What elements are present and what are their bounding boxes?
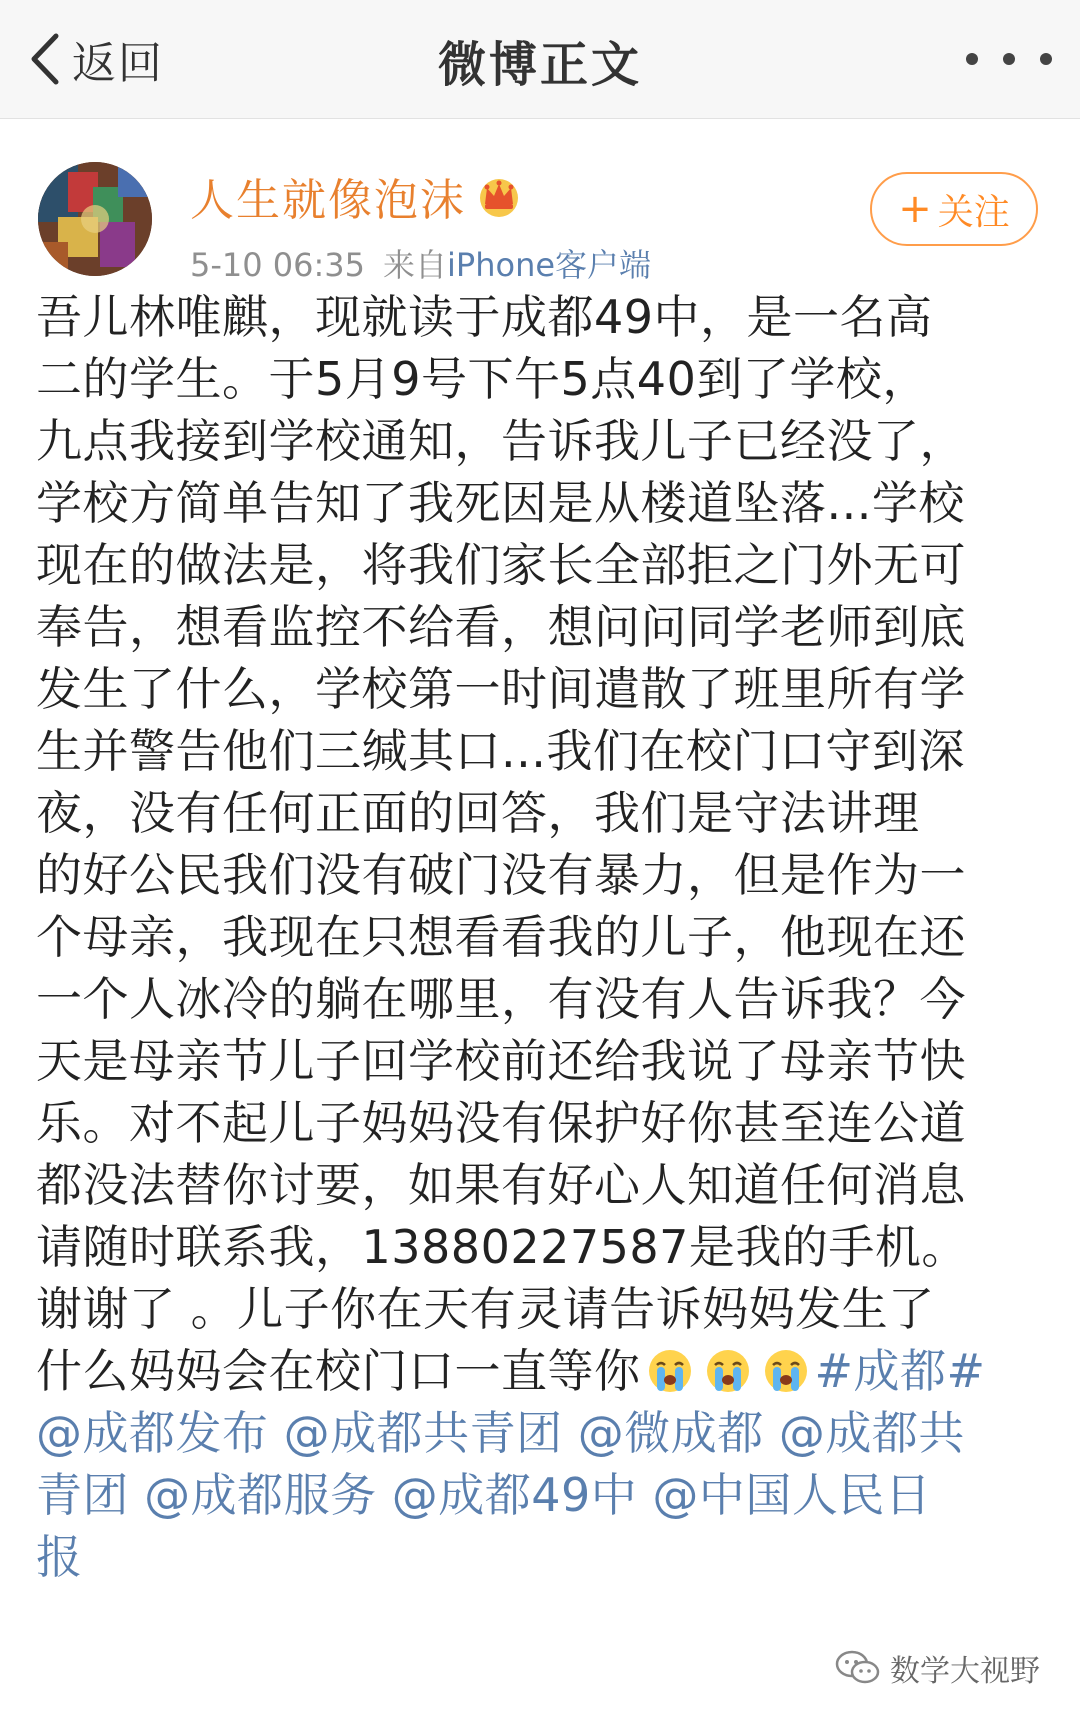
post-text-line-with-emoji: [36, 1340, 1046, 1402]
crown-icon: [476, 174, 522, 218]
wechat-logo-icon: [834, 1648, 882, 1688]
mention-link[interactable]: @成都49中: [391, 1468, 638, 1522]
more-dot-icon: [1003, 53, 1015, 65]
mentions-line: [36, 1402, 1046, 1464]
watermark: [834, 1646, 1040, 1690]
mention-link[interactable]: @成都共青团: [283, 1406, 563, 1460]
mention-link[interactable]: @成都发布: [36, 1406, 269, 1460]
post-time: 5-10 06:35: [190, 246, 366, 284]
post-text-line: 发生了什么，学校第一时间遣散了班里所有学: [36, 662, 966, 716]
post-text-line: 学校方简单告知了我死因是从楼道坠落...学校: [36, 476, 965, 530]
post-text-line: 一个人冰冷的躺在哪里，有没有人告诉我？今: [36, 972, 966, 1026]
username[interactable]: 人生就像泡沫: [190, 175, 466, 226]
post-text-line: 谢谢了 。儿子你在天有灵请告诉妈妈发生了: [36, 1282, 935, 1336]
post-text-line: 夜，没有任何正面的回答，我们是守法讲理: [36, 786, 920, 840]
post-text-fragment: 什么妈妈会在校门口一直等你: [36, 1344, 641, 1398]
post-text-line: 请随时联系我，13880227587是我的手机。: [36, 1220, 968, 1274]
username-row: [190, 164, 522, 228]
mentions-line: [36, 1526, 1046, 1588]
mention-link[interactable]: @中国人民日: [652, 1468, 932, 1522]
post-text-line: 的好公民我们没有破门没有暴力，但是作为一: [36, 848, 966, 902]
mention-link[interactable]: 青团: [36, 1468, 129, 1522]
crying-face-icon: [646, 1347, 694, 1395]
post-text-line: 现在的做法是，将我们家长全部拒之门外无可: [36, 538, 966, 592]
crying-face-icon: [704, 1347, 752, 1395]
mention-link[interactable]: @成都服务: [144, 1468, 377, 1522]
more-dot-icon: [966, 53, 978, 65]
post-text-line: 生并警告他们三缄其口...我们在校门口守到深: [36, 724, 965, 778]
post-text-line: 吾儿林唯麒，现就读于成都49中，是一名高: [36, 290, 933, 344]
more-options-button[interactable]: [966, 36, 1052, 82]
post-text-line: 乐。对不起儿子妈妈没有保护好你甚至连公道: [36, 1096, 966, 1150]
watermark-text: 数学大视野: [890, 1654, 1040, 1689]
mention-link[interactable]: @微成都: [577, 1406, 764, 1460]
post-text-line: 九点我接到学校通知，告诉我儿子已经没了，: [36, 414, 966, 468]
post-source-prefix: 来自: [383, 246, 448, 284]
more-dot-icon: [1040, 53, 1052, 65]
post-text-line: 天是母亲节儿子回学校前还给我说了母亲节快: [36, 1034, 966, 1088]
avatar-image: [38, 162, 152, 276]
post-text-line: 二的学生。于5月9号下午5点40到了学校，: [36, 352, 929, 406]
post-body: [36, 286, 1046, 1588]
back-label: 返回: [72, 38, 164, 89]
post-text-line: 个母亲，我现在只想看看我的儿子，他现在还: [36, 910, 966, 964]
post-source-client[interactable]: iPhone客户端: [447, 246, 652, 284]
top-navigation-bar: [0, 0, 1080, 119]
mentions-line: [36, 1464, 1046, 1526]
post-meta: [190, 240, 651, 286]
mention-link[interactable]: @成都共: [778, 1406, 965, 1460]
follow-button[interactable]: [870, 172, 1038, 246]
user-avatar[interactable]: [38, 162, 152, 276]
crying-face-icon: [762, 1347, 810, 1395]
post-text-line: 奉告，想看监控不给看，想问问同学老师到底: [36, 600, 966, 654]
post-text-line: 都没法替你讨要，如果有好心人知道任何消息: [36, 1158, 966, 1212]
plus-icon: +: [898, 186, 932, 232]
mention-link[interactable]: 报: [36, 1530, 83, 1584]
hashtag-link[interactable]: #成都#: [814, 1344, 986, 1398]
follow-label: 关注: [937, 191, 1010, 233]
page-title: 微博正文: [437, 37, 642, 93]
